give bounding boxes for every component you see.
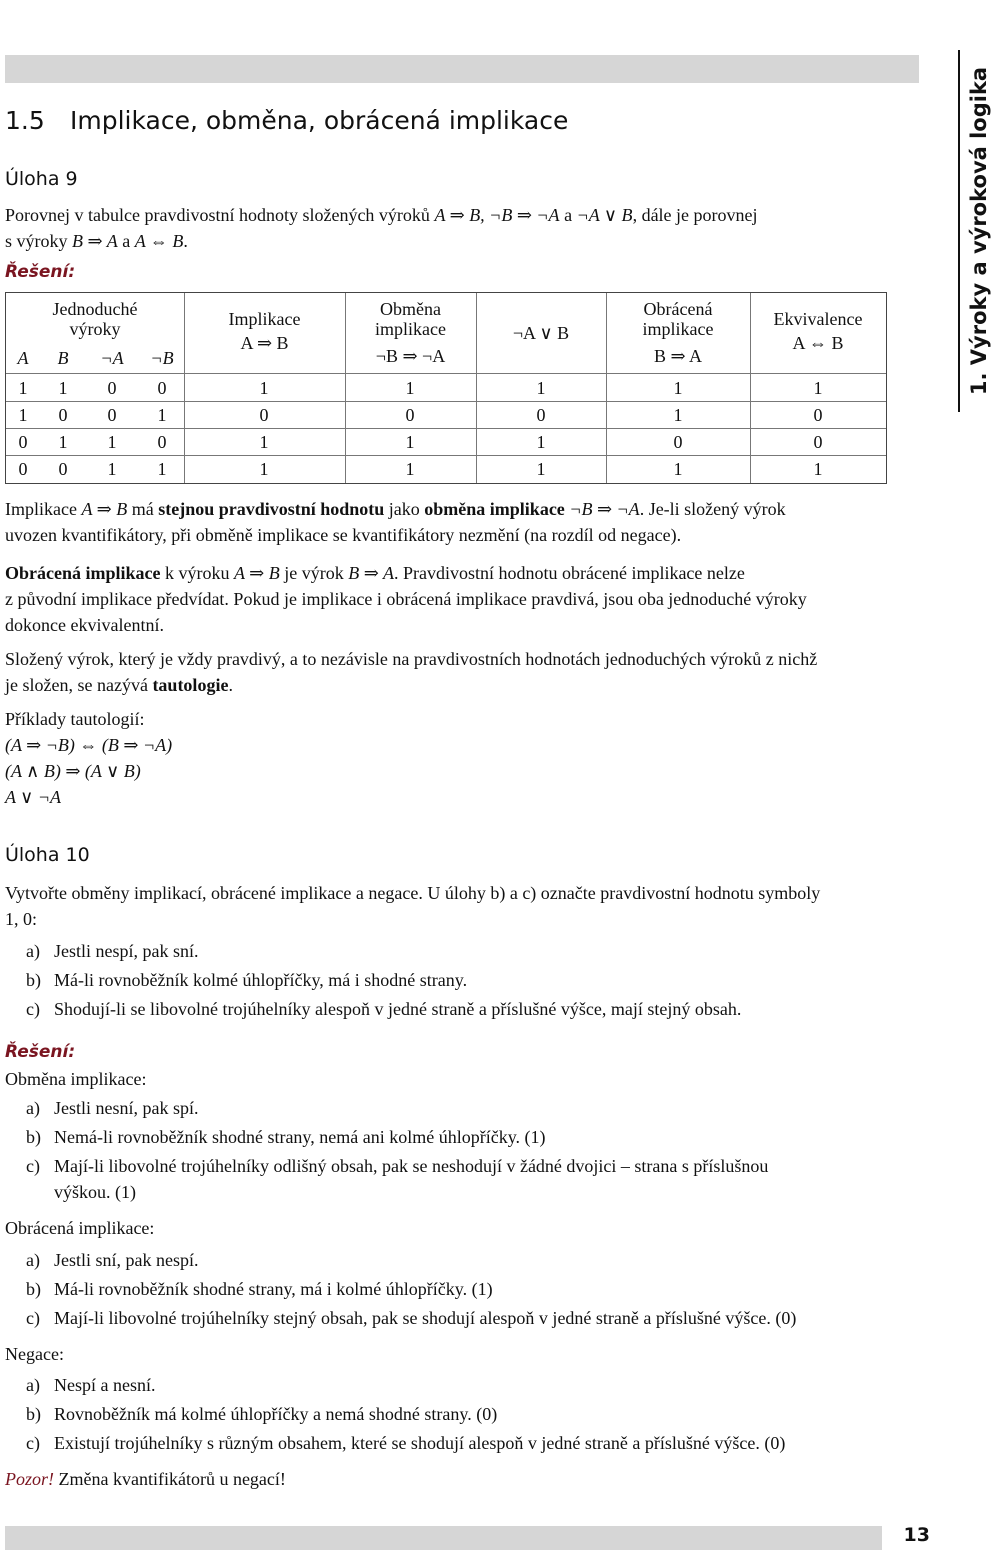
table-cell: 1	[405, 432, 415, 452]
obracena-label: Obrácená implikace:	[5, 1218, 155, 1238]
table-cell: 0	[673, 432, 683, 452]
table-cell: 0	[813, 405, 823, 425]
list-item: a) Jestli sní, pak nespí.	[26, 1250, 199, 1270]
task10-intro: Vytvořte obměny implikací, obrácené implikace a negace. U úlohy b) a c) označte pravdivostní hodnotu symboly 1, 0:	[5, 883, 821, 929]
table-cell: 1	[58, 378, 68, 398]
table-cell: 0	[157, 378, 167, 398]
example-item: A ∨ ¬A	[5, 787, 61, 807]
list-item: c) Mají-li libovolné trojúhelníky odlišný obsah, pak se neshodují v žádné dvojici – strana s příslušnou	[26, 1156, 769, 1176]
table-cell: 1	[813, 378, 823, 398]
table-cell: 1	[259, 378, 269, 398]
th-sub: A	[17, 348, 29, 368]
table-cell: 0	[405, 405, 415, 425]
list-item: a) Jestli nespí, pak sní.	[26, 941, 199, 961]
section-number: 1.5	[5, 106, 45, 135]
list-item: c) Existují trojúhelníky s různým obsahem, které se shodují alespoň v jedné straně a příslušné výšce. (0)	[26, 1433, 786, 1453]
table-cell: 0	[58, 459, 68, 479]
table-cell: 1	[18, 378, 28, 398]
table-cell: 1	[157, 459, 167, 479]
task9-heading: Úloha 9	[5, 168, 78, 190]
table-cell: 1	[107, 459, 117, 479]
th-obracena: Obrácená implikace B ⇒ A	[642, 299, 714, 366]
section-heading: Implikace, obměna, obrácená implikace	[70, 106, 569, 135]
table-cell: 0	[107, 405, 117, 425]
table-cell: 1	[259, 459, 269, 479]
negace-label: Negace:	[5, 1344, 64, 1364]
table-cell: 1	[813, 459, 823, 479]
paragraph-obracena: Obrácená implikace k výroku A ⇒ B je výrok B ⇒ A. Pravdivostní hodnotu obrácené implikace nelze z původní implikace předvídat. Pokud je implikace i obrácená implikace pravdivá, jsou oba jednoduché výroky dokonce ekvivalentní.	[5, 563, 807, 635]
task10-items	[26, 938, 741, 1022]
list-item: c) Mají-li libovolné trojúhelníky stejný obsah, pak se shodují alespoň v jedné straně a příslušné výšce. (0)	[26, 1308, 797, 1328]
paragraph-obmena: Implikace A ⇒ B má stejnou pravdivostní hodnotu jako obměna implikace ¬B ⇒ ¬A. Je-li složený výrok uvozen kvantifikátory, při obměně implikace se kvantifikátory nezmění (na rozdíl od negace).	[5, 499, 786, 545]
table-cell: 0	[813, 432, 823, 452]
table-cell: 0	[259, 405, 269, 425]
table-cell: 1	[157, 405, 167, 425]
side-title-underline	[958, 50, 960, 412]
list-item: a) Nespí a nesní.	[26, 1375, 156, 1395]
solution-label: Řešení:	[5, 262, 76, 282]
table-cell: 1	[673, 378, 683, 398]
th-ekv: Ekvivalence A ⇔ B	[773, 309, 863, 353]
truth-table	[5, 292, 887, 484]
task10-heading: Úloha 10	[5, 844, 90, 866]
header-bar	[5, 55, 919, 83]
example-item: (A ⇒ ¬B) ⇔ (B ⇒ ¬A)	[5, 735, 173, 755]
task9-intro: Porovnej v tabulce pravdivostní hodnoty složených výroků A ⇒ B, ¬B ⇒ ¬A a ¬A ∨ B, dále je porovnej s výroky B ⇒ A a A ⇔ B.	[5, 205, 758, 251]
list-item: b) Nemá-li rovnoběžník shodné strany, nemá ani kolmé úhlopříčky. (1)	[26, 1127, 546, 1147]
table-cell: 0	[18, 432, 28, 452]
table-cell: 0	[536, 405, 546, 425]
table-cell: 1	[536, 378, 546, 398]
table-cell: 1	[536, 432, 546, 452]
list-item: c) Shodují-li se libovolné trojúhelníky alespoň v jedné straně a příslušné výšce, mají stejný obsah.	[26, 999, 742, 1019]
list-item-cont: výškou. (1)	[54, 1182, 136, 1202]
side-chapter-title: 1. Výroky a výroková logika	[967, 66, 991, 396]
table-cell: 1	[536, 459, 546, 479]
th-simple: Jednoduché výroky	[52, 299, 138, 339]
table-cell: 0	[18, 459, 28, 479]
negace-list	[26, 1372, 785, 1456]
table-cell: 1	[107, 432, 117, 452]
obmena-label: Obměna implikace:	[5, 1069, 147, 1089]
table-cell: 1	[58, 432, 68, 452]
section-title	[5, 106, 568, 135]
table-cell: 1	[673, 405, 683, 425]
table-cell: 1	[405, 378, 415, 398]
table-cell: 0	[107, 378, 117, 398]
footer-bar	[5, 1526, 882, 1550]
list-item: b) Rovnoběžník má kolmé úhlopříčky a nemá shodné strany. (0)	[26, 1404, 498, 1424]
th-sub: ¬B	[150, 348, 174, 368]
paragraph-tautology: Složený výrok, který je vždy pravdivý, a to nezávisle na pravdivostních hodnotách jednoduchých výroků z nichž je složen, se nazývá tautologie.	[5, 649, 818, 695]
table-cell: 1	[673, 459, 683, 479]
th-or: ¬A ∨ B	[512, 323, 570, 343]
solution-label-2: Řešení:	[5, 1042, 76, 1062]
table-cell: 1	[405, 459, 415, 479]
table-cell: 1	[259, 432, 269, 452]
page-number: 13	[903, 1524, 930, 1546]
list-item: a) Jestli nesní, pak spí.	[26, 1098, 199, 1118]
th-sub: B	[57, 348, 69, 368]
table-cell: 0	[58, 405, 68, 425]
example-item: (A ∧ B) ⇒ (A ∨ B)	[5, 761, 141, 781]
table-cell: 0	[157, 432, 167, 452]
th-obmena: Obměna implikace ¬B ⇒ ¬A	[375, 299, 446, 366]
obracena-list	[26, 1247, 796, 1331]
table-cell: 1	[18, 405, 28, 425]
th-impl: Implikace A ⇒ B	[228, 309, 301, 353]
th-sub: ¬A	[100, 348, 124, 368]
list-item: b) Má-li rovnoběžník kolmé úhlopříčky, má i shodné strany.	[26, 970, 468, 990]
obmena-list	[26, 1095, 768, 1205]
list-item: b) Má-li rovnoběžník shodné strany, má i kolmé úhlopříčky. (1)	[26, 1279, 493, 1299]
warning-note: Pozor! Změna kvantifikátorů u negací!	[5, 1469, 286, 1489]
tautology-examples: Příklady tautologií: (A ⇒ ¬B) ⇔ (B ⇒ ¬A) (A ∧ B) ⇒ (A ∨ B) A ∨ ¬A	[5, 706, 917, 810]
